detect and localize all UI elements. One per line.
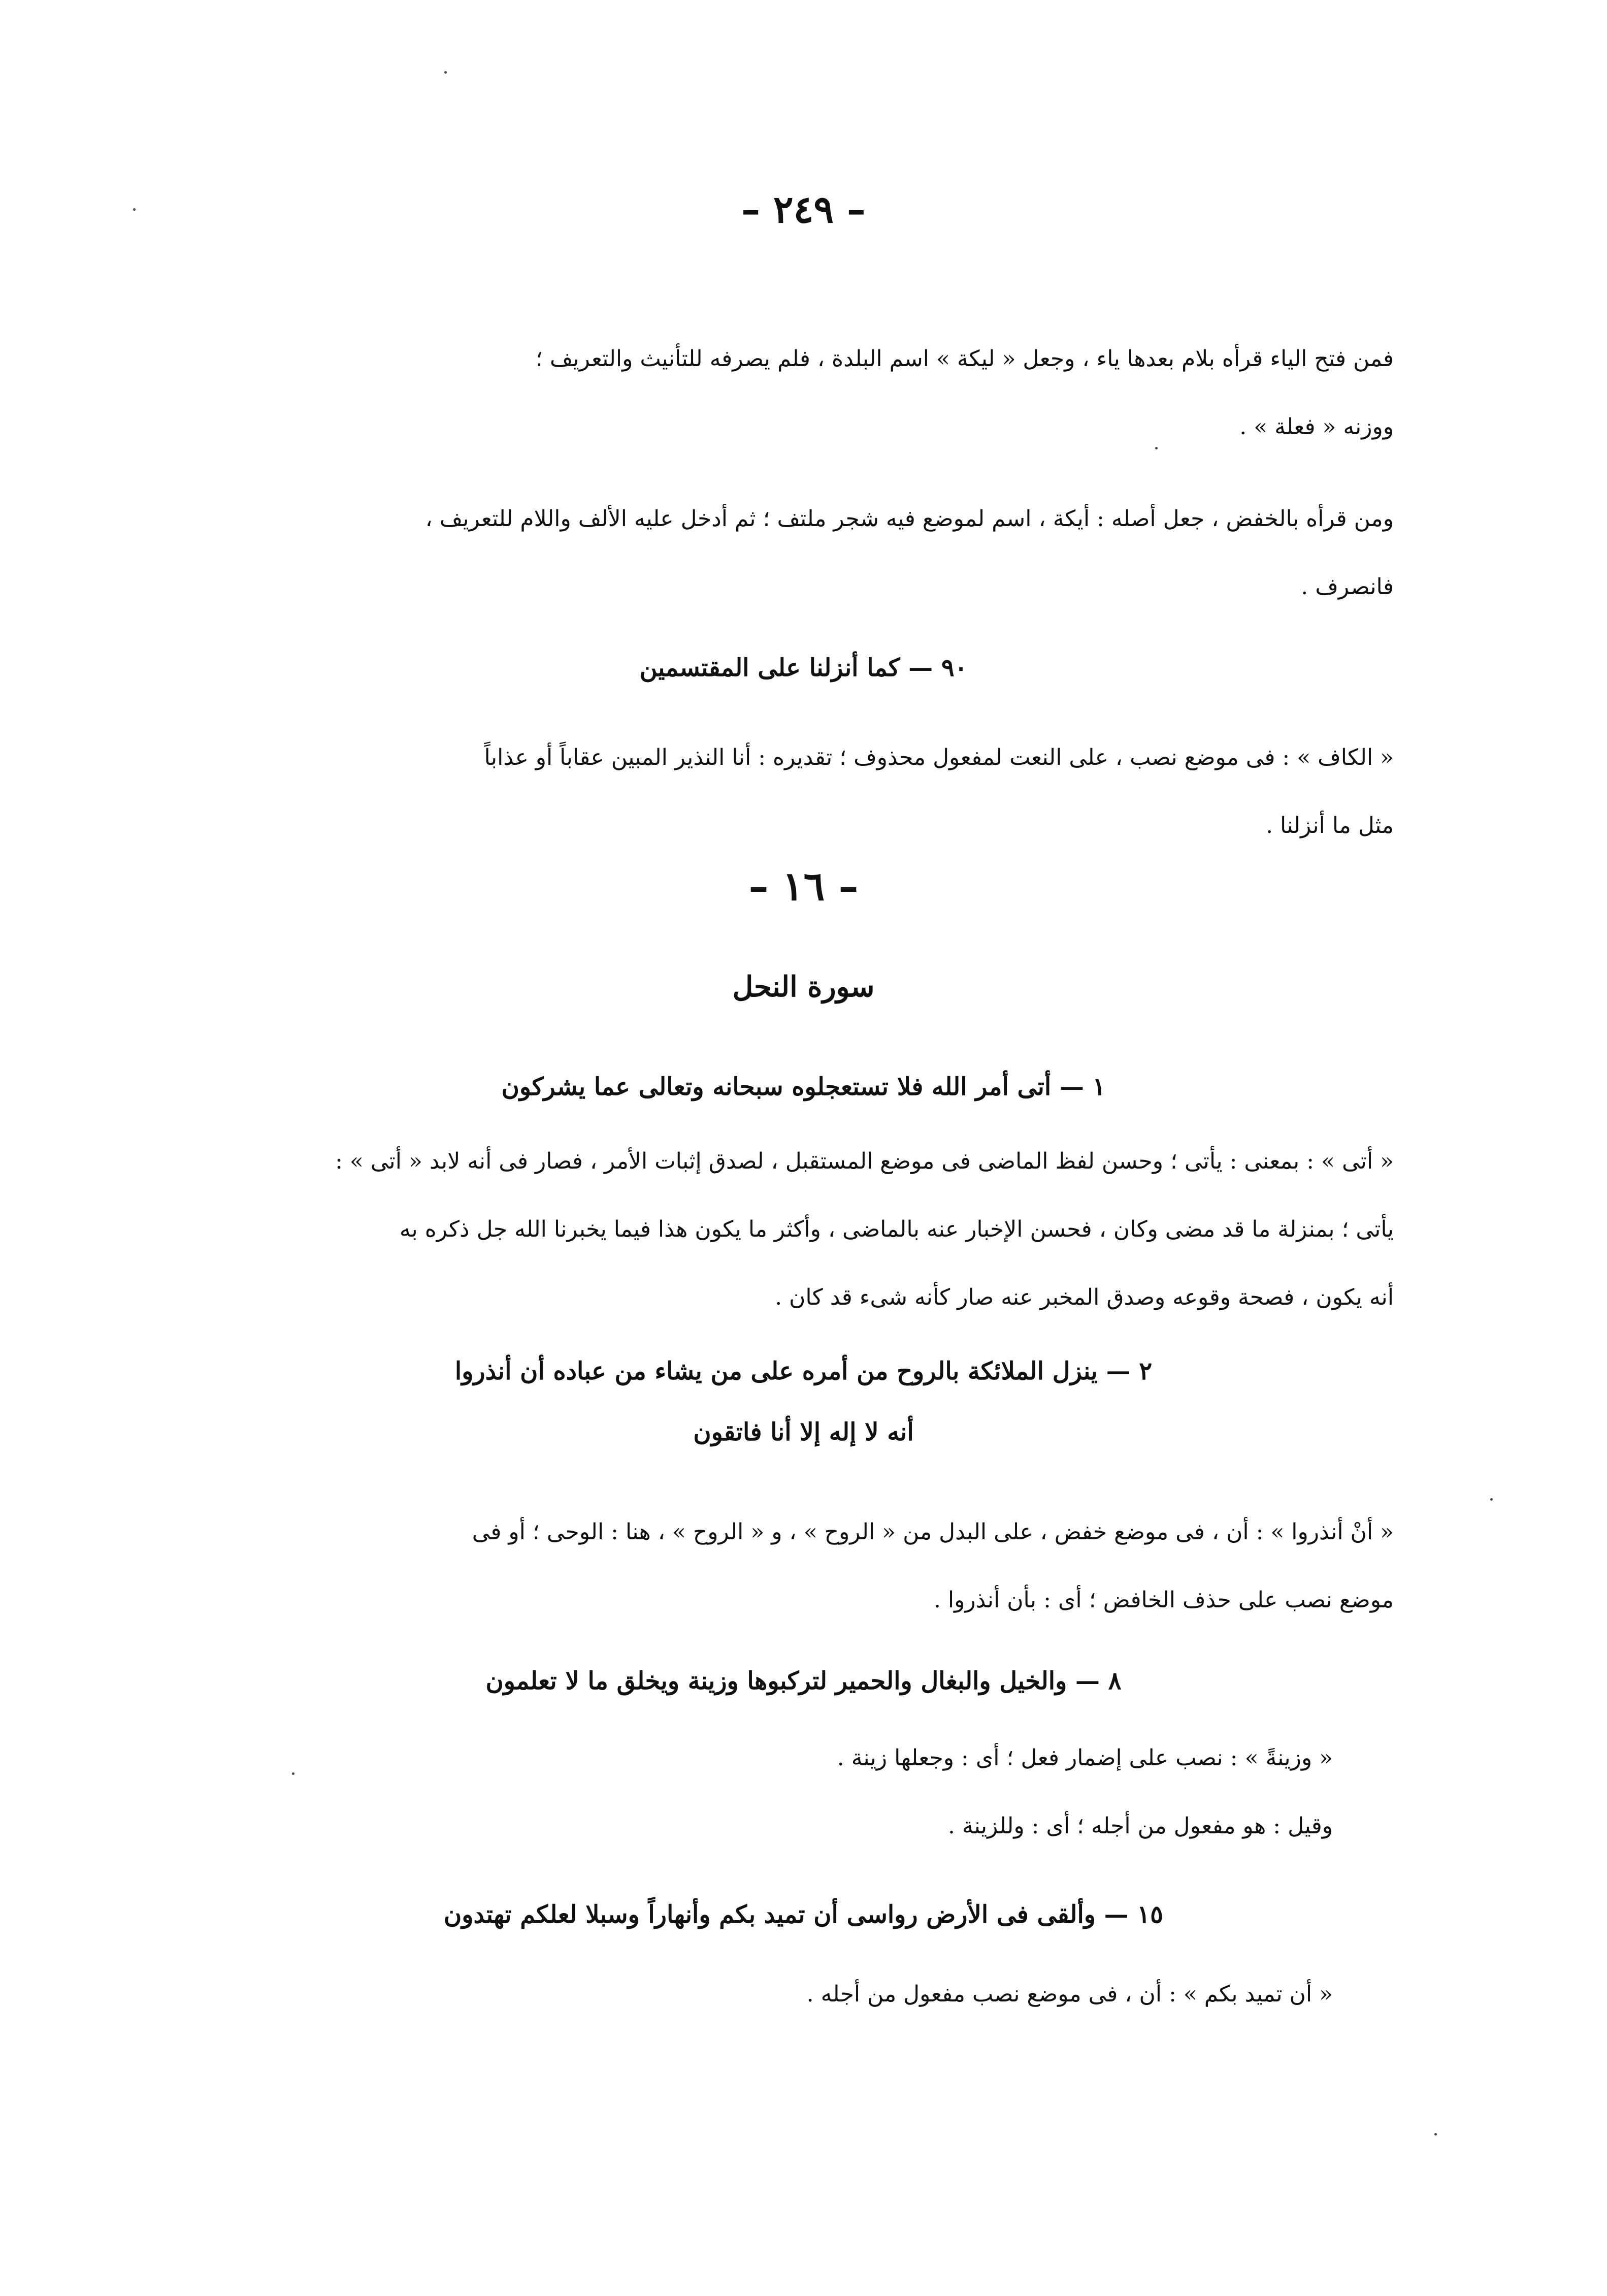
text-line: « أنْ أنذروا » : أن ، فى موضع خفض ، على البدل من « الروح » ، و « الروح » ، هنا : الوحى ؛ أو فى (472, 1519, 1394, 1545)
page-number: – ٢٤٩ – (741, 188, 866, 232)
text-line: موضع نصب على حذف الخافض ؛ أى : بأن أنذروا . (933, 1587, 1394, 1613)
text-line: « وزينةً » : نصب على إضمار فعل ؛ أى : وجعلها زينة . (837, 1745, 1333, 1771)
surah-title: سورة النحل (732, 970, 875, 1004)
chapter-number: – ١٦ – (748, 863, 859, 910)
text-line: « الكاف » : فى موضع نصب ، على النعت لمفعول محذوف ؛ تقديره : أنا النذير المبين عقاباً أو عذاباً (484, 745, 1394, 770)
paragraph-zina-analysis (236, 1724, 1333, 1860)
verse-line: ٢ — ينزل الملائكة بالروح من أمره على من يشاء من عباده أن أنذروا (454, 1357, 1153, 1385)
paragraph-layka-reading (236, 325, 1394, 461)
text-line: أنه يكون ، فصحة وقوعه وصدق المخبر عنه صار كأنه شىء قد كان . (775, 1284, 1394, 1310)
text-line: « أن تميد بكم » : أن ، فى موضع نصب مفعول من أجله . (806, 1981, 1333, 2007)
verse-2-heading (0, 1341, 1607, 1463)
verse-8-heading: ٨ — والخيل والبغال والحمير لتركبوها وزينة ويخلق ما لا تعلمون (485, 1667, 1122, 1695)
verse-1-heading: ١ — أتى أمر الله فلا تستعجلوه سبحانه وتعالى عما يشركون (501, 1073, 1106, 1101)
verse-line: أنه لا إله إلا أنا فاتقون (693, 1418, 914, 1446)
text-line: فمن فتح الياء قرأه بلام بعدها ياء ، وجعل « ليكة » اسم البلدة ، فلم يصرفه للتأنيث والتعريف ؛ (535, 346, 1394, 372)
scan-speck (1155, 447, 1158, 449)
text-line: وقيل : هو مفعول من أجله ؛ أى : وللزينة . (948, 1813, 1333, 1839)
scan-speck (1434, 2133, 1437, 2136)
text-line: ومن قرأه بالخفض ، جعل أصله : أيكة ، اسم لموضع فيه شجر ملتف ؛ ثم أدخل عليه الألف واللام للتعريف ، (425, 506, 1394, 532)
paragraph-ata-analysis (236, 1127, 1394, 1332)
text-line: ووزنه « فعلة » . (1239, 414, 1394, 440)
paragraph-kaf-analysis (236, 724, 1394, 860)
scan-speck (1490, 1498, 1493, 1501)
paragraph-an-tamid-analysis (236, 1960, 1333, 2028)
verse-90-heading: ٩٠ — كما أنزلنا على المقتسمين (639, 654, 968, 682)
scan-speck (444, 71, 447, 74)
scan-speck (133, 208, 136, 211)
scan-speck (292, 1772, 294, 1775)
paragraph-ayka-reading (236, 485, 1394, 621)
text-line: يأتى ؛ بمنزلة ما قد مضى وكان ، فحسن الإخبار عنه بالماضى ، وأكثر ما يكون هذا فيما يخبرنا الله جل ذكره به (399, 1216, 1394, 1242)
verse-15-heading: ١٥ — وألقى فى الأرض رواسى أن تميد بكم وأنهاراً وسبلا لعلكم تهتدون (444, 1900, 1163, 1929)
paragraph-an-andhiru-analysis (236, 1498, 1394, 1634)
text-line: « أتى » : بمعنى : يأتى ؛ وحسن لفظ الماضى فى موضع المستقبل ، لصدق إثبات الأمر ، فصار فى أنه لابد « أتى » : (335, 1148, 1394, 1174)
text-line: مثل ما أنزلنا . (1266, 813, 1394, 838)
text-line: فانصرف . (1301, 574, 1394, 600)
